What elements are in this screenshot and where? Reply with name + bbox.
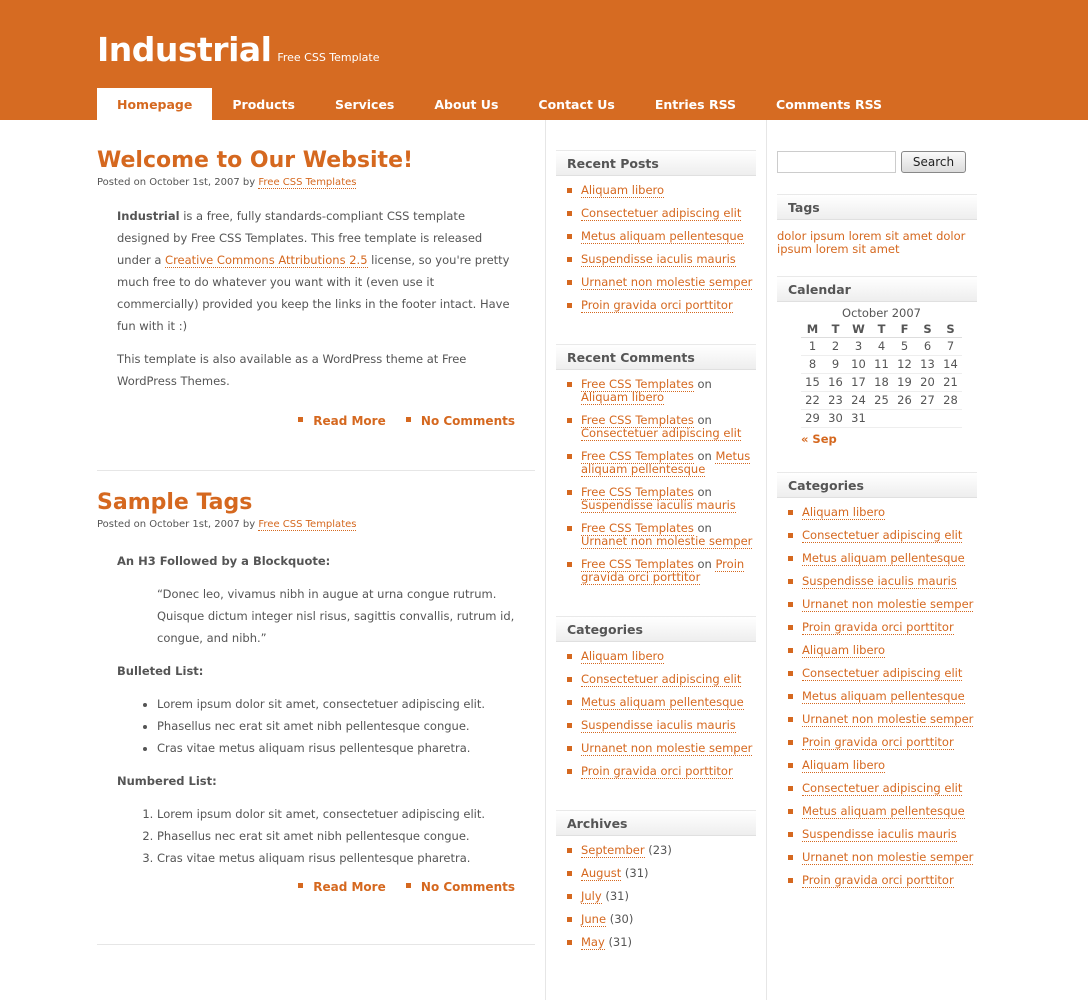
calendar-day: 2 — [824, 337, 847, 355]
post-meta — [97, 519, 535, 530]
recent-post-link[interactable]: Aliquam libero — [581, 183, 665, 197]
comments-link[interactable]: No Comments — [406, 414, 515, 428]
list-item — [556, 276, 756, 289]
menu-item-about-us[interactable]: About Us — [434, 97, 499, 112]
tag-link[interactable]: lorem — [815, 242, 849, 256]
comment-post-link[interactable]: Urnanet non molestie semper — [581, 534, 753, 548]
list-item — [777, 552, 977, 565]
categories-widget — [777, 472, 977, 897]
calendar-day: 21 — [939, 373, 962, 391]
list-item — [777, 667, 977, 680]
post-author-link[interactable]: Free CSS Templates — [258, 519, 357, 530]
category-link[interactable]: Suspendisse iaculis mauris — [802, 574, 957, 588]
tag-link[interactable]: sit — [852, 242, 866, 256]
site-title[interactable]: Industrial — [97, 30, 272, 69]
list-item: July (31) — [556, 890, 756, 903]
list-item — [556, 719, 756, 732]
calendar-day — [916, 409, 939, 427]
list-item — [556, 184, 756, 197]
comment-author-link[interactable]: Free CSS Templates — [581, 413, 694, 427]
menu-item-homepage[interactable]: Homepage — [97, 88, 212, 120]
widget-title: Tags — [777, 194, 977, 220]
calendar-week — [801, 373, 962, 391]
column-divider — [545, 120, 546, 1000]
weekday-label: T — [824, 321, 847, 337]
category-link[interactable]: Consectetuer adipiscing elit — [802, 528, 963, 542]
category-link[interactable]: Aliquam libero — [802, 643, 886, 657]
widget-title: Calendar — [777, 276, 977, 302]
recent-post-link[interactable]: Metus aliquam pellentesque — [581, 229, 744, 243]
widget-title: Recent Posts — [556, 150, 756, 176]
weekday-label: F — [893, 321, 916, 337]
post-paragraph: This template is also available as a WordPress theme at Free WordPress Themes. — [117, 352, 467, 388]
recent-posts-list — [556, 184, 756, 312]
list-item — [777, 782, 977, 795]
calendar-day: 15 — [801, 373, 824, 391]
list-item — [556, 299, 756, 312]
category-link[interactable]: Proin gravida orci porttitor — [802, 620, 954, 634]
calendar-table — [801, 302, 962, 428]
calendar-day: 20 — [916, 373, 939, 391]
list-item: • Lorem ipsum dolor sit amet, consectetuer adipiscing elit. — [157, 693, 515, 715]
calendar-day: 6 — [916, 337, 939, 355]
section-heading: An H3 Followed by a Blockquote: — [117, 554, 331, 568]
list-item — [777, 598, 977, 611]
calendar-day: 31 — [847, 409, 870, 427]
archives-widget — [556, 810, 756, 959]
tag-link[interactable]: amet — [902, 229, 933, 243]
comment-post-link[interactable]: Suspendisse iaculis mauris — [581, 498, 736, 512]
post — [97, 490, 535, 894]
calendar-day: 3 — [847, 337, 870, 355]
list-item — [777, 851, 977, 864]
bulleted-list — [157, 693, 515, 759]
calendar-week — [801, 409, 962, 427]
categories-list — [777, 506, 977, 887]
category-link[interactable]: Metus aliquam pellentesque — [802, 689, 965, 703]
calendar-day: 8 — [801, 355, 824, 373]
list-item — [556, 230, 756, 243]
list-item — [556, 650, 756, 663]
calendar-day: 30 — [824, 409, 847, 427]
list-item: 1. Lorem ipsum dolor sit amet, consectetuer adipiscing elit. — [157, 803, 515, 825]
list-item: May (31) — [556, 936, 756, 949]
calendar-day: 28 — [939, 391, 962, 409]
post-separator — [97, 470, 535, 471]
list-item — [556, 207, 756, 220]
recent-posts-widget — [556, 150, 756, 322]
category-link[interactable]: Metus aliquam pellentesque — [802, 551, 965, 565]
tag-cloud — [777, 230, 977, 256]
tag-link[interactable]: dolor — [936, 229, 966, 243]
recent-post-link[interactable]: Consectetuer adipiscing elit — [581, 206, 742, 220]
recent-post-link[interactable]: Proin gravida orci porttitor — [581, 298, 733, 312]
bullet-icon — [298, 417, 303, 422]
categories-widget — [556, 616, 756, 788]
read-more-link[interactable]: Read More — [298, 880, 386, 894]
list-item — [777, 575, 977, 588]
calendar-day: 1 — [801, 337, 824, 355]
menu-item-products[interactable]: Products — [232, 97, 295, 112]
post-title[interactable]: Sample Tags — [97, 490, 253, 515]
calendar-day — [939, 409, 962, 427]
tag-link[interactable]: lorem — [848, 229, 882, 243]
recent-post-link[interactable]: Urnanet non molestie semper — [581, 275, 753, 289]
list-item: Free CSS Templates on Aliquam libero — [556, 378, 756, 404]
archives-list — [556, 844, 756, 949]
weekday-label: S — [916, 321, 939, 337]
calendar-widget — [777, 276, 977, 446]
list-item: September (23) — [556, 844, 756, 857]
archive-link[interactable]: June — [581, 912, 607, 926]
archive-link[interactable]: July — [581, 889, 602, 903]
list-item: • Phasellus nec erat sit amet nibh pellentesque congue. — [157, 715, 515, 737]
main-menu — [97, 88, 902, 120]
calendar-day: 19 — [893, 373, 916, 391]
category-link[interactable]: Consectetuer adipiscing elit — [802, 781, 963, 795]
list-item: June (30) — [556, 913, 756, 926]
menu-item-entries-rss[interactable]: Entries RSS — [654, 97, 737, 112]
recent-post-link[interactable]: Suspendisse iaculis mauris — [581, 252, 736, 266]
post-links — [97, 414, 535, 428]
menu-item-comments-rss[interactable]: Comments RSS — [776, 97, 883, 112]
list-item: August (31) — [556, 867, 756, 880]
calendar-day: 25 — [870, 391, 893, 409]
read-more-link[interactable]: Read More — [298, 414, 386, 428]
categories-list — [556, 650, 756, 778]
calendar-header-row — [801, 321, 962, 337]
section-heading: Bulleted List: — [117, 664, 204, 678]
category-link[interactable]: Proin gravida orci porttitor — [802, 735, 954, 749]
weekday-label: S — [939, 321, 962, 337]
calendar-day: 17 — [847, 373, 870, 391]
site-logo — [97, 30, 380, 69]
list-item — [556, 253, 756, 266]
list-item — [777, 621, 977, 634]
blockquote: “Donec leo, vivamus nibh in augue at urna congue rutrum. Quisque dictum integer nisl risus, sagittis convallis, rutrum id, congue, and nibh.” — [157, 587, 515, 645]
calendar-day: 4 — [870, 337, 893, 355]
list-item — [556, 673, 756, 686]
list-item: 3. Cras vitae metus aliquam risus pellentesque pharetra. — [157, 847, 515, 869]
post-entry — [97, 205, 535, 392]
category-link[interactable]: Aliquam libero — [581, 649, 665, 663]
post-meta-prefix: Posted on October 1st, 2007 by — [97, 177, 256, 188]
calendar-day: 23 — [824, 391, 847, 409]
post-separator — [97, 944, 535, 945]
tag-link[interactable]: ipsum — [809, 229, 845, 243]
calendar-day: 18 — [870, 373, 893, 391]
recent-comments-list — [556, 378, 756, 584]
category-link[interactable]: Metus aliquam pellentesque — [581, 695, 744, 709]
calendar-prev-link[interactable]: « Sep — [801, 431, 837, 446]
category-link[interactable]: Urnanet non molestie semper — [802, 597, 974, 611]
comment-post-link[interactable]: Proin gravida orci porttitor — [581, 557, 745, 584]
post-text: license, so you're pretty much free to do whatever you want with it (even use it commercially) provided you keep the links in the footer intact. Have fun with it :) — [117, 253, 510, 333]
comment-author-link[interactable]: Free CSS Templates — [581, 521, 694, 535]
list-item — [777, 805, 977, 818]
archive-link[interactable]: May — [581, 935, 605, 949]
comments-link[interactable]: No Comments — [406, 880, 515, 894]
category-link[interactable]: Suspendisse iaculis mauris — [581, 718, 736, 732]
comment-author-link[interactable]: Free CSS Templates — [581, 377, 694, 391]
category-link[interactable]: Consectetuer adipiscing elit — [581, 672, 742, 686]
category-link[interactable]: Aliquam libero — [802, 505, 886, 519]
comment-post-link[interactable]: Aliquam libero — [581, 390, 665, 404]
category-link[interactable]: Suspendisse iaculis mauris — [802, 827, 957, 841]
recent-comments-widget — [556, 344, 756, 594]
list-item: Free CSS Templates on Metus aliquam pellentesque — [556, 450, 756, 476]
list-item — [777, 828, 977, 841]
category-link[interactable]: Urnanet non molestie semper — [802, 850, 974, 864]
category-link[interactable]: Metus aliquam pellentesque — [802, 804, 965, 818]
list-item: Free CSS Templates on Proin gravida orci porttitor — [556, 558, 756, 584]
widget-title: Archives — [556, 810, 756, 836]
calendar-day — [870, 409, 893, 427]
calendar-day: 22 — [801, 391, 824, 409]
widget-title: Recent Comments — [556, 344, 756, 370]
calendar-day: 7 — [939, 337, 962, 355]
menu-item-contact-us[interactable]: Contact Us — [538, 97, 615, 112]
post-paragraph — [117, 205, 515, 337]
list-item — [777, 529, 977, 542]
tags-widget — [777, 194, 977, 256]
post-meta-prefix: Posted on October 1st, 2007 by — [97, 519, 256, 530]
list-item — [777, 506, 977, 519]
comment-post-link[interactable]: Metus aliquam pellentesque — [581, 449, 751, 476]
category-link[interactable]: Proin gravida orci porttitor — [581, 764, 733, 778]
post-title[interactable]: Welcome to Our Website! — [97, 148, 414, 173]
list-item: Free CSS Templates on Urnanet non molestie semper — [556, 522, 756, 548]
calendar-day: 10 — [847, 355, 870, 373]
bullet-icon — [298, 883, 303, 888]
post — [97, 148, 535, 428]
section-heading: Numbered List: — [117, 774, 217, 788]
list-item: 2. Phasellus nec erat sit amet nibh pellentesque congue. — [157, 825, 515, 847]
site-header — [0, 0, 1088, 120]
list-item — [777, 874, 977, 887]
bullet-icon — [406, 883, 411, 888]
calendar-day: 9 — [824, 355, 847, 373]
site-subtitle: Free CSS Template — [277, 51, 380, 64]
list-item — [777, 690, 977, 703]
post-entry — [97, 550, 535, 869]
category-link[interactable]: Urnanet non molestie semper — [802, 712, 974, 726]
comment-author-link[interactable]: Free CSS Templates — [581, 485, 694, 499]
calendar-day: 11 — [870, 355, 893, 373]
tag-link[interactable]: sit — [885, 229, 899, 243]
category-link[interactable]: Aliquam libero — [802, 758, 886, 772]
calendar-day: 29 — [801, 409, 824, 427]
widget-title: Categories — [777, 472, 977, 498]
calendar-day: 26 — [893, 391, 916, 409]
bullet-icon — [406, 417, 411, 422]
search-form — [777, 151, 977, 173]
comment-author-link[interactable]: Free CSS Templates — [581, 449, 694, 463]
calendar-week — [801, 391, 962, 409]
calendar-day: 24 — [847, 391, 870, 409]
calendar-week — [801, 337, 962, 355]
post-text: is a free, fully standards-compliant CSS template designed by Free CSS Templates. This free template is released under a — [117, 209, 483, 267]
list-item — [777, 736, 977, 749]
calendar-day: 14 — [939, 355, 962, 373]
cc-license-link[interactable]: Creative Commons Attributions 2.5 — [165, 253, 368, 267]
post-bold-text: Industrial — [117, 209, 180, 223]
search-button[interactable]: Search — [901, 151, 966, 173]
calendar-day: 5 — [893, 337, 916, 355]
archive-link[interactable]: August — [581, 866, 622, 880]
calendar-caption: October 2007 — [842, 306, 921, 320]
tag-link[interactable]: amet — [869, 242, 900, 256]
calendar-week — [801, 355, 962, 373]
calendar-day: 12 — [893, 355, 916, 373]
calendar-day: 13 — [916, 355, 939, 373]
category-link[interactable]: Urnanet non molestie semper — [581, 741, 753, 755]
widget-title: Categories — [556, 616, 756, 642]
list-item: Free CSS Templates on Suspendisse iaculis mauris — [556, 486, 756, 512]
search-input[interactable] — [777, 151, 896, 173]
calendar-day: 16 — [824, 373, 847, 391]
tag-link[interactable]: dolor — [777, 229, 807, 243]
numbered-list — [157, 803, 515, 869]
list-item: • Cras vitae metus aliquam risus pellentesque pharetra. — [157, 737, 515, 759]
comment-author-link[interactable]: Free CSS Templates — [581, 557, 694, 571]
list-item — [556, 765, 756, 778]
tag-link[interactable]: ipsum — [777, 242, 812, 256]
list-item — [777, 713, 977, 726]
list-item — [777, 644, 977, 657]
calendar-day: 27 — [916, 391, 939, 409]
category-link[interactable]: Proin gravida orci porttitor — [802, 873, 954, 887]
list-item — [556, 696, 756, 709]
menu-item-services[interactable]: Services — [334, 97, 395, 112]
archive-link[interactable]: September — [581, 843, 645, 857]
post-links — [97, 880, 535, 894]
column-divider — [766, 120, 767, 1000]
weekday-label: W — [847, 321, 870, 337]
post-author-link[interactable]: Free CSS Templates — [258, 177, 357, 188]
category-link[interactable]: Consectetuer adipiscing elit — [802, 666, 963, 680]
list-item: Free CSS Templates on Consectetuer adipiscing elit — [556, 414, 756, 440]
comment-post-link[interactable]: Consectetuer adipiscing elit — [581, 426, 742, 440]
calendar-day — [893, 409, 916, 427]
weekday-label: T — [870, 321, 893, 337]
list-item — [556, 742, 756, 755]
weekday-label: M — [801, 321, 824, 337]
post-meta — [97, 177, 535, 188]
list-item — [777, 759, 977, 772]
